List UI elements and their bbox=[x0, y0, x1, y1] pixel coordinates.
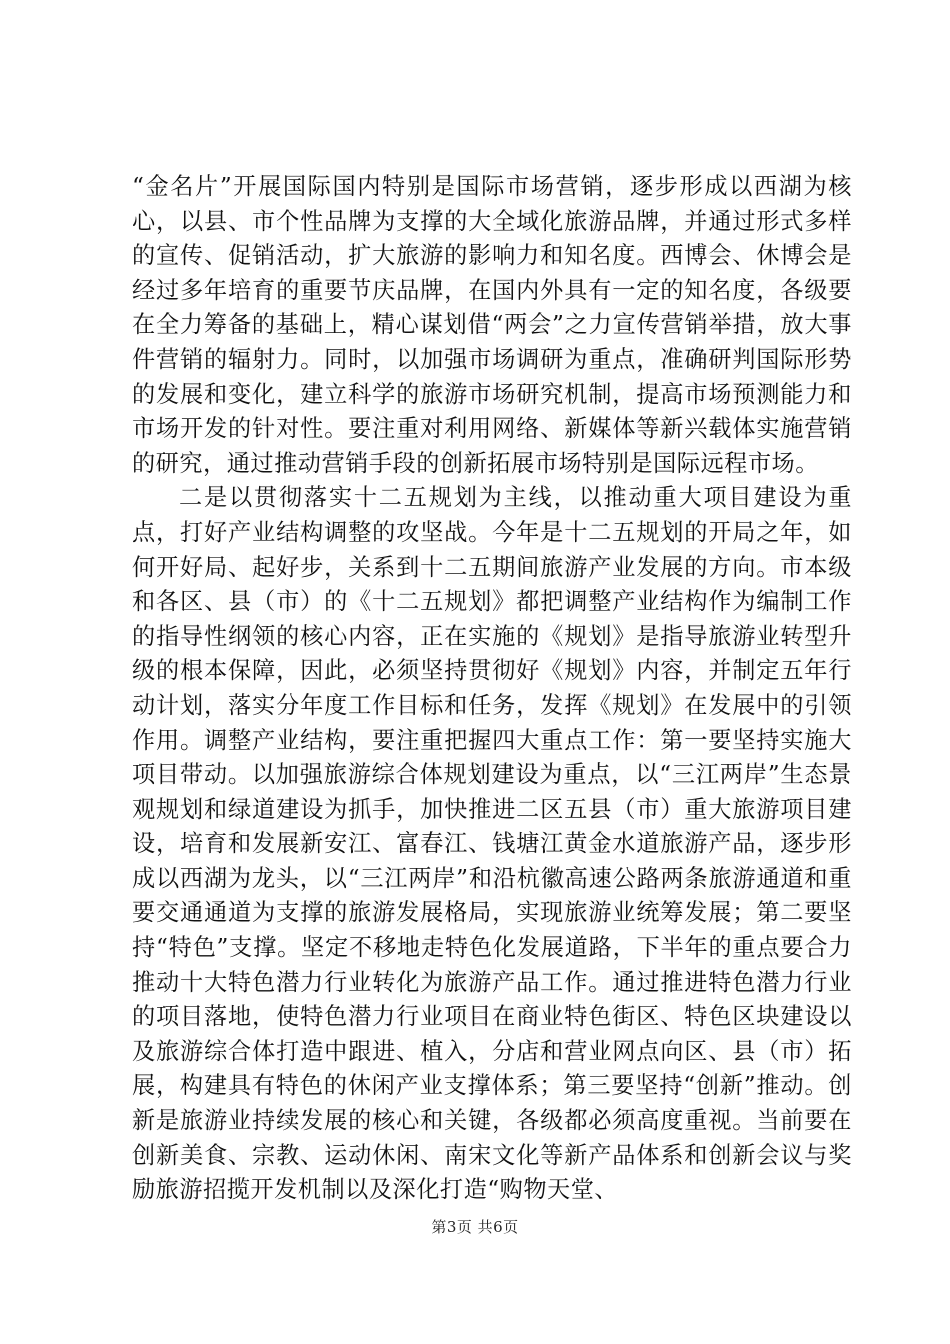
page-number-footer: 第3页 共6页 bbox=[431, 1218, 519, 1236]
paragraph-1: “金名片”开展国际国内特别是国际市场营销，逐步形成以西湖为核心，以县、市个性品牌为支撑的大全域化旅游品牌，并通过形式多样的宣传、促销活动，扩大旅游的影响力和知名度。西博会、休博会是经过多年培育的重要节庆品牌，在国内外具有一定的知名度，各级要在全力筹备的基础上，精心谋划借“两会”之力宣传营销举措，放大事件营销的辐射力。同时，以加强市场调研为重点，准确研判国际形势的发展和变化，建立科学的旅游市场研究机制，提高市场预测能力和市场开发的针对性。要注重对利用网络、新媒体等新兴载体实施营销的研究，通过推动营销手段的创新拓展市场特别是国际远程市场。 bbox=[132, 173, 852, 477]
document-body bbox=[132, 170, 852, 1208]
paragraph-2: 二是以贯彻落实十二五规划为主线，以推动重大项目建设为重点，打好产业结构调整的攻坚战。今年是十二五规划的开局之年，如何开好局、起好步，关系到十二五期间旅游产业发展的方向。市本级和各区、县（市）的《十二五规划》都把调整产业结构作为编制工作的指导性纲领的核心内容，正在实施的《规划》是指导旅游业转型升级的根本保障，因此，必须坚持贯彻好《规划》内容，并制定五年行动计划，落实分年度工作目标和任务，发挥《规划》在发展中的引领作用。调整产业结构，要注重把握四大重点工作：第一要坚持实施大项目带动。以加强旅游综合体规划建设为重点，以“三江两岸”生态景观规划和绿道建设为抓手，加快推进二区五县（市）重大旅游项目建设，培育和发展新安江、富春江、钱塘江黄金水道旅游产品，逐步形成以西湖为龙头，以“三江两岸”和沿杭徽高速公路两条旅游通道和重要交通通道为支撑的旅游发展格局，实现旅游业统筹发展；第二要坚持“特色”支撑。坚定不移地走特色化发展道路，下半年的重点要合力推动十大特色潜力行业转化为旅游产品工作。通过推进特色潜力行业的项目落地，使特色潜力行业项目在商业特色街区、特色区块建设以及旅游综合体打造中跟进、植入，分店和营业网点向区、县（市）拓展，构建具有特色的休闲产业支撑体系；第三要坚持“创新”推动。创新是旅游业持续发展的核心和关键，各级都必须高度重视。当前要在创新美食、宗教、运动休闲、南宋文化等新产品体系和创新会议与奖励旅游招揽开发机制以及深化打造“购物天堂、 bbox=[132, 484, 852, 1204]
